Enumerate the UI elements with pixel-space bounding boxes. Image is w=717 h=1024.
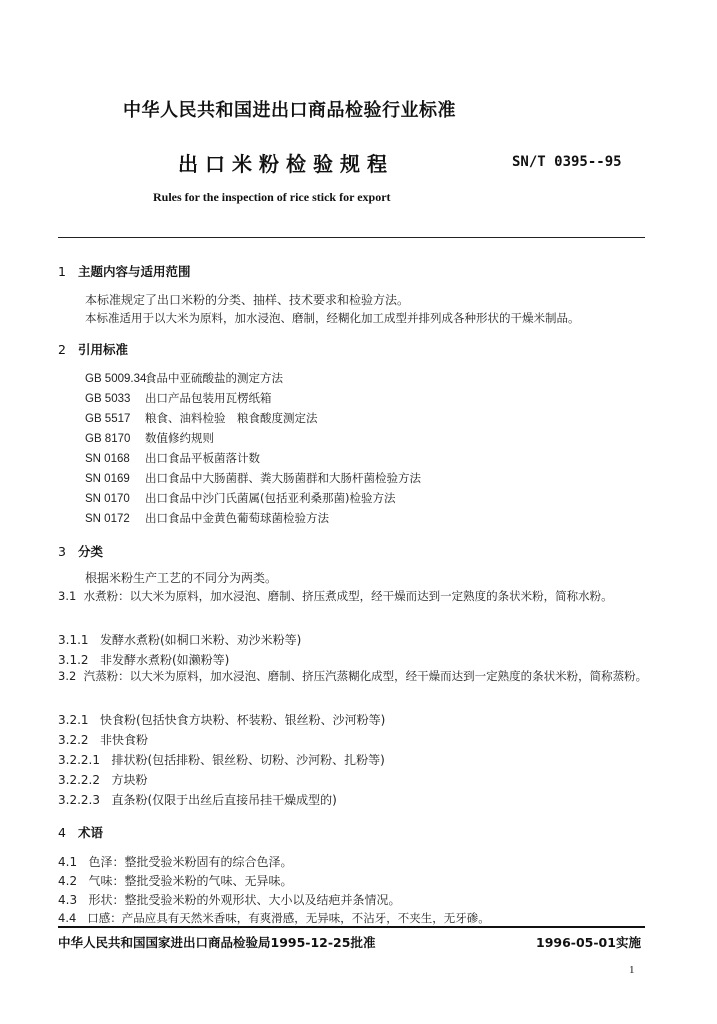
industry-standard-heading: 中华人民共和国进出口商品检验行业标准	[123, 100, 456, 121]
clause-number: 3.1	[58, 589, 77, 603]
clause-number: 3.2.2.3	[58, 793, 100, 807]
section-3-heading	[58, 542, 103, 560]
reference-code: SN 0172	[85, 513, 130, 525]
term-number: 4.3	[58, 893, 78, 907]
section-number: 4	[58, 825, 66, 840]
paragraph: 本标准适用于以大米为原料，加水浸泡、磨制，经糊化加工成型并排列成各种形状的干燥米制品。	[85, 311, 580, 325]
clause-number: 3.2	[58, 669, 77, 683]
clause-item	[58, 731, 148, 748]
reference-code: GB 8170	[85, 433, 131, 445]
clause-number: 3.2.2	[58, 733, 89, 747]
clause-text: 方块粉	[111, 773, 148, 787]
term-number: 4.2	[58, 874, 78, 888]
clause-text: 非发酵水煮粉(如濑粉等)	[100, 653, 230, 667]
reference-code: SN 0169	[85, 473, 130, 485]
term-item	[58, 891, 401, 908]
term-number: 4.1	[58, 855, 78, 869]
reference-item	[85, 510, 329, 526]
page-number: 1	[629, 964, 635, 976]
reference-name: 食品中亚硫酸盐的测定方法	[145, 371, 283, 385]
clause-number: 3.1.1	[58, 633, 89, 647]
clause-item	[58, 791, 337, 808]
term-item	[58, 853, 293, 870]
section-title: 术语	[78, 825, 104, 840]
clause-text: 非快食粉	[100, 733, 149, 747]
reference-name: 粮食、油料检验 粮食酸度测定法	[145, 411, 318, 425]
reference-item	[85, 430, 214, 446]
clause-item	[58, 771, 147, 788]
clause-text: 发酵水煮粉(如桐口米粉、劝沙米粉等)	[100, 633, 302, 647]
clause-number: 3.2.1	[58, 713, 89, 727]
term-item	[58, 872, 293, 889]
section-title: 分类	[78, 544, 104, 559]
clause-text: 水煮粉：以大米为原料，加水浸泡、磨制、挤压煮成型，经干燥而达到一定熟度的条状米粉，简称水粉。	[83, 589, 613, 603]
reference-item	[85, 390, 272, 406]
section-title: 主题内容与适用范围	[78, 264, 191, 279]
clause-text: 汽蒸粉：以大米为原料，加水浸泡、磨制、挤压汽蒸糊化成型，经干燥而达到一定熟度的条状米粉，简称蒸粉。	[83, 669, 648, 683]
reference-code: SN 0170	[85, 493, 130, 505]
clause-item	[58, 666, 648, 686]
reference-name: 出口食品平板菌落计数	[145, 451, 260, 465]
paragraph: 根据米粉生产工艺的不同分为两类。	[85, 571, 278, 585]
reference-code: GB 5009.34	[85, 373, 147, 385]
reference-code: GB 5517	[85, 413, 131, 425]
term-item	[58, 910, 490, 926]
term-text: 气味：整批受验米粉的气味、无异味。	[88, 874, 293, 888]
clause-text: 排状粉(包括排粉、银丝粉、切粉、沙河粉、扎粉等)	[111, 753, 385, 767]
section-2-heading	[58, 340, 128, 358]
term-text: 口感：产品应具有天然米香味，有爽滑感，无异味，不沾牙，不夹生，无牙碜。	[87, 911, 490, 925]
reference-name: 出口食品中沙门氏菌属(包括亚利桑那菌)检验方法	[145, 491, 396, 505]
clause-number: 3.1.2	[58, 653, 89, 667]
reference-item	[85, 490, 395, 506]
term-text: 形状：整批受验米粉的外观形状、大小以及结疤并条情况。	[88, 893, 401, 907]
reference-name: 数值修约规则	[145, 431, 214, 445]
approval-statement: 中华人民共和国国家进出口商品检验局1995-12-25批准	[58, 935, 376, 950]
section-number: 3	[58, 544, 66, 559]
clause-item	[58, 586, 648, 606]
implementation-date: 1996-05-01实施	[536, 935, 641, 950]
document-title: 出口米粉检验规程	[178, 152, 394, 176]
english-title: Rules for the inspection of rice stick for export	[153, 190, 391, 204]
term-number: 4.4	[58, 911, 77, 925]
section-title: 引用标准	[78, 342, 129, 357]
reference-name: 出口食品中大肠菌群、粪大肠菌群和大肠杆菌检验方法	[145, 471, 421, 485]
section-number: 1	[58, 264, 66, 279]
section-number: 2	[58, 342, 66, 357]
clause-number: 3.2.2.2	[58, 773, 100, 787]
section-4-heading	[58, 823, 103, 841]
clause-item	[58, 631, 301, 648]
section-1-heading	[58, 262, 191, 280]
reference-item	[85, 370, 283, 386]
clause-text: 快食粉(包括快食方块粉、杯装粉、银丝粉、沙河粉等)	[100, 713, 386, 727]
reference-code: SN 0168	[85, 453, 130, 465]
footer-rule	[58, 926, 645, 928]
clause-number: 3.2.2.1	[58, 753, 100, 767]
reference-name: 出口食品中金黄色葡萄球菌检验方法	[145, 511, 329, 525]
reference-name: 出口产品包装用瓦楞纸箱	[145, 391, 272, 405]
reference-item	[85, 470, 421, 486]
reference-item	[85, 450, 260, 466]
header-rule	[58, 237, 645, 238]
clause-item	[58, 751, 385, 768]
reference-code: GB 5033	[85, 393, 131, 405]
term-text: 色泽：整批受验米粉固有的综合色泽。	[88, 855, 293, 869]
clause-item	[58, 711, 385, 728]
reference-item	[85, 410, 318, 426]
paragraph: 本标准规定了出口米粉的分类、抽样、技术要求和检验方法。	[85, 293, 410, 307]
clause-text: 直条粉(仅限于出丝后直接吊挂干燥成型的)	[111, 793, 337, 807]
standard-number: SN/T 0395--95	[512, 154, 622, 170]
